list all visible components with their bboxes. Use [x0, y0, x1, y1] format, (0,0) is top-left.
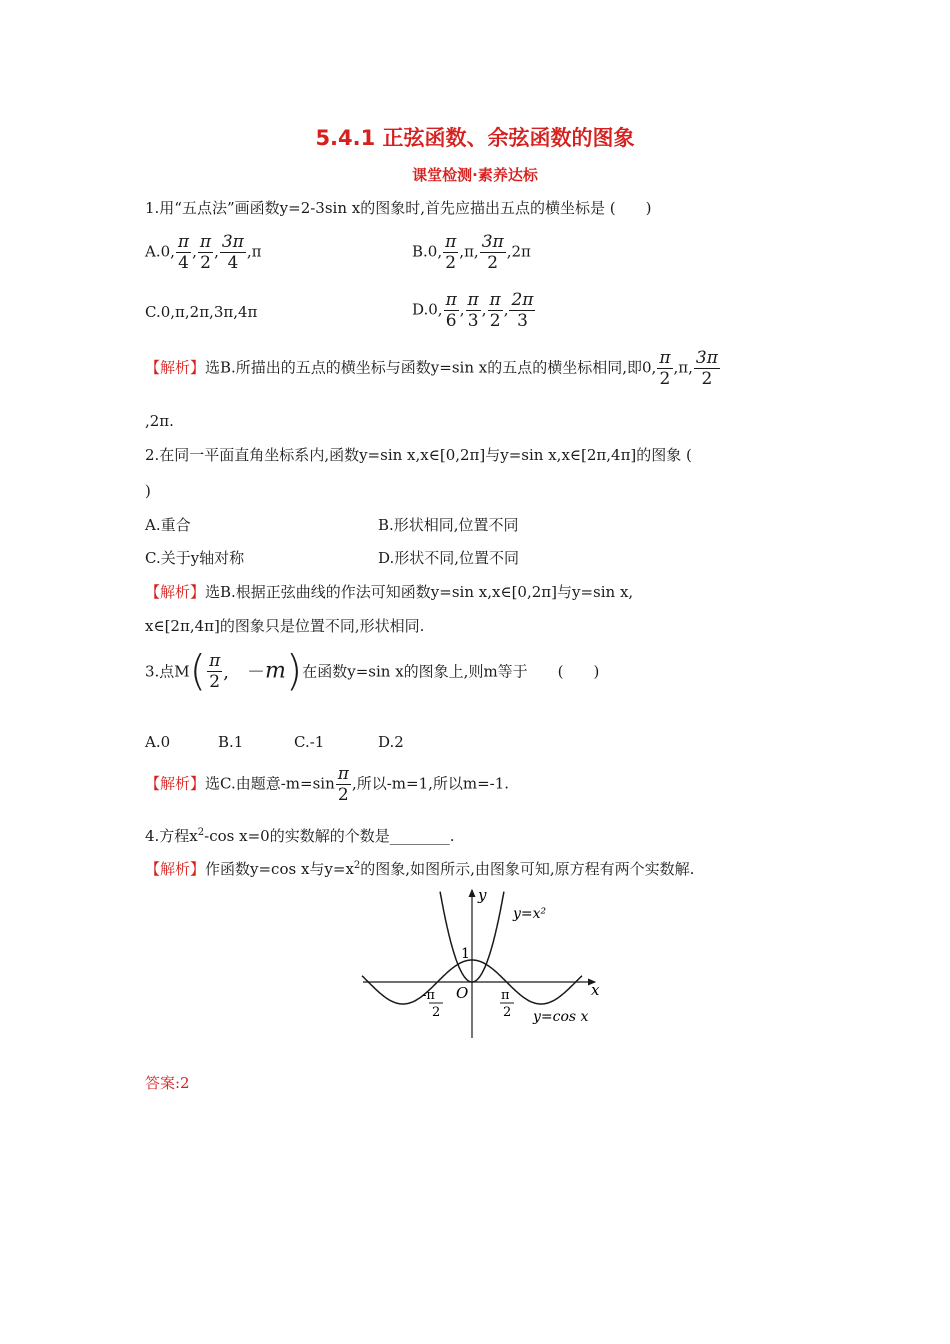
x-axis-label: x — [591, 981, 600, 999]
q1-b-prefix: B.0, — [412, 242, 443, 261]
q4-answer: 答案:2 — [145, 1074, 190, 1092]
graph-figure — [355, 882, 615, 1044]
q4-stem-pre: 4.方程x — [145, 827, 198, 845]
q2-analysis-cont: x∈[2π,4π]的图象只是位置不同,形状相同. — [145, 617, 425, 635]
q3-option-b: B.1 — [218, 733, 244, 751]
page-title: 5.4.1 正弦函数、余弦函数的图象 — [315, 126, 635, 150]
q3-option-d: D.2 — [378, 733, 404, 751]
q4-analysis-tag: 【解析】 — [145, 860, 206, 878]
q1-analysis-tag: 【解析】 — [145, 358, 206, 377]
q4-stem-post: -cos x=0的实数解的个数是________. — [204, 827, 455, 845]
page-subtitle: 课堂检测·素养达标 — [412, 166, 538, 184]
q1-d-frac2: $\frac{\pi}{3}$ — [467, 290, 479, 331]
q3-option-c: C.-1 — [294, 733, 325, 751]
q2-option-a: A.重合 — [145, 516, 191, 534]
q3-var: m — [264, 658, 286, 684]
q1-a-frac1: $\frac{\pi}{4}$ — [177, 232, 190, 273]
q3-an-frac: $\frac{\pi}{2}$ — [337, 764, 349, 805]
q1-a-frac2: $\frac{\pi}{2}$ — [199, 232, 212, 273]
q2-option-d: D.形状不同,位置不同 — [378, 549, 520, 567]
q4-analysis-sup: 2 — [353, 860, 361, 871]
q1-option-d: D.0, $\frac{\pi}{6}$ , $\frac{\pi}{3}$ , $\frac{\pi}{2}$ , $\frac{2\pi}{3}$ — [412, 290, 534, 331]
pi-half-den: 2 — [503, 1005, 512, 1020]
q3-right-paren: ) — [285, 646, 303, 695]
q1-d-prefix: D.0, — [412, 300, 443, 319]
q3-analysis-pre: 选C.由题意-m=sin — [205, 774, 335, 793]
q2-analysis — [145, 581, 633, 603]
pi-half-num: π — [501, 988, 510, 1003]
q1-stem: 1.用“五点法”画函数y=2-3sin x的图象时,首先应描出五点的横坐标是 ( ) — [145, 199, 652, 217]
q3-mid: , － — [223, 662, 265, 683]
q3-analysis-post: ,所以-m=1,所以m=-1. — [351, 774, 510, 793]
q1-a-frac3: $\frac{3\pi}{4}$ — [221, 232, 244, 273]
q1-b-frac2: $\frac{3\pi}{2}$ — [481, 232, 504, 273]
q1-a-prefix: A.0, — [145, 242, 175, 261]
q1-an-frac2: $\frac{3\pi}{2}$ — [695, 348, 718, 389]
q2-option-b: B.形状相同,位置不同 — [378, 516, 519, 534]
q2-stem: 2.在同一平面直角坐标系内,函数y=sin x,x∈[0,2π]与y=sin x,x∈[2π,4π]的图象 ( — [145, 446, 692, 464]
parabola-label: y=x² — [513, 906, 547, 922]
q1-analysis-text: 选B.所描出的五点的横坐标与函数y=sin x的五点的横坐标相同,即0, — [205, 358, 657, 377]
q3-option-a: A.0 — [145, 733, 171, 751]
q1-analysis-cont: ,2π. — [145, 412, 174, 430]
cos-label: y=cos x — [533, 1009, 589, 1025]
q1-option-c: C.0,π,2π,3π,4π — [145, 303, 258, 321]
q1-b-tail: ,2π — [506, 242, 531, 261]
neg-pi-half-num: -π — [422, 988, 435, 1003]
q1-option-a: A.0, $\frac{\pi}{4}$ , $\frac{\pi}{2}$ , $\frac{3\pi}{4}$ ,π — [145, 232, 262, 273]
q1-analysis — [145, 348, 721, 389]
origin-label: O — [456, 984, 469, 1002]
q4-stem-sup: 2 — [197, 827, 205, 838]
q1-d-frac1: $\frac{\pi}{6}$ — [445, 290, 457, 331]
q2-analysis-text: 选B.根据正弦曲线的作法可知函数y=sin x,x∈[0,2π]与y=sin x, — [205, 583, 634, 601]
q4-analysis — [145, 855, 694, 880]
q1-an-frac1: $\frac{\pi}{2}$ — [659, 348, 671, 389]
q1-an-mid: ,π, — [673, 358, 693, 377]
q3-prefix: 3.点M — [145, 662, 190, 681]
q3-left-paren: ( — [189, 646, 207, 695]
q1-b-frac1: $\frac{\pi}{2}$ — [445, 232, 457, 273]
neg-pi-half-den: 2 — [432, 1005, 441, 1020]
q1-b-mid: ,π, — [459, 242, 479, 261]
q4-stem — [145, 822, 454, 847]
q1-d-frac3: $\frac{\pi}{2}$ — [489, 290, 501, 331]
q3-analysis — [145, 764, 509, 805]
q2-option-c: C.关于y轴对称 — [145, 549, 245, 567]
q3-stem — [145, 646, 600, 695]
q2-stem-cont: ) — [145, 482, 151, 500]
q3-frac: $\frac{\pi}{2}$ — [209, 650, 221, 692]
q3-analysis-tag: 【解析】 — [145, 774, 206, 793]
q1-option-b — [412, 232, 531, 273]
q2-analysis-tag: 【解析】 — [145, 583, 206, 601]
q4-analysis-post: 的图象,如图所示,由图象可知,原方程有两个实数解. — [360, 860, 695, 878]
q3-suffix: 在函数y=sin x的图象上,则m等于 ( ) — [302, 662, 600, 681]
q1-a-tail: ,π — [246, 242, 262, 261]
q4-analysis-pre: 作函数y=cos x与y=x — [205, 860, 354, 878]
q1-d-frac4: $\frac{2\pi}{3}$ — [511, 290, 534, 331]
one-label: 1 — [461, 946, 470, 962]
y-axis-label: y — [478, 886, 487, 904]
